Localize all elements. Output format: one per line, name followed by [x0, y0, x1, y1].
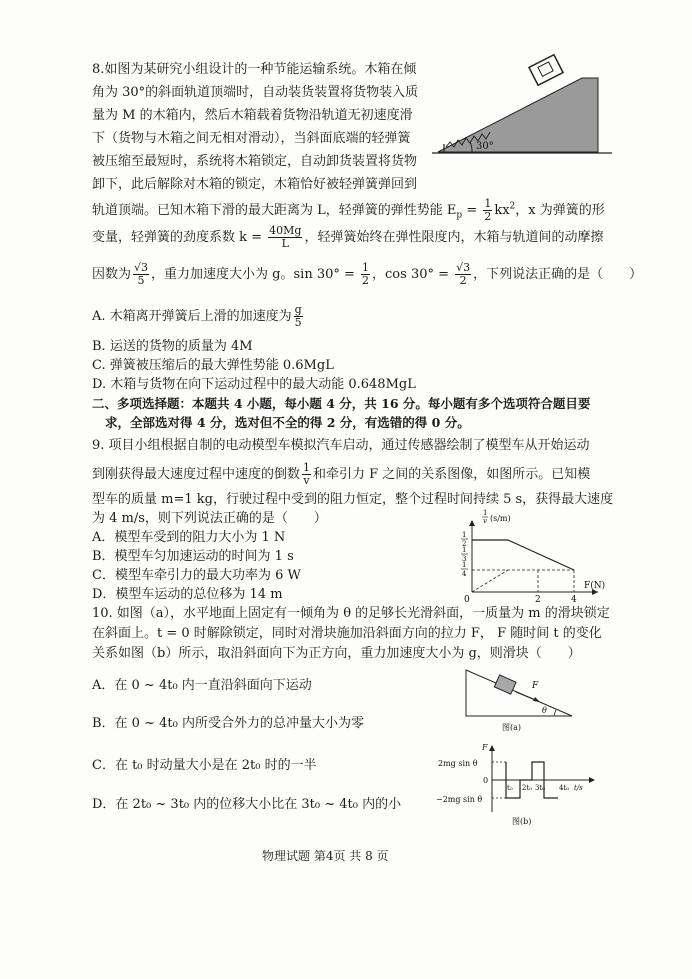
frac-cos [455, 262, 471, 287]
q8-line-8-a: 变量，轻弹簧的劲度系数 k = [92, 230, 267, 245]
figb-tick-3t0: 3t₀ [535, 784, 546, 792]
frac-mu-den: 5 [137, 274, 145, 287]
figb-neg-label: −2mg sin θ [436, 795, 483, 804]
q9-ytick-quarter-num: 1 [462, 561, 467, 569]
figb-ylabel: F [482, 743, 488, 752]
q8-line-1: 8.如图为某研究小组设计的一种节能运输系统。木箱在倾 [92, 62, 417, 77]
q8-line-7-b: = [462, 203, 482, 218]
frac-inv-v [302, 462, 311, 487]
figure-a-caption: 图(a) [502, 723, 522, 732]
frac-k [268, 225, 302, 250]
q9-line-3: 型车的质量 m=1 kg，行驶过程中受到的阻力恒定，整个过程时间持续 5 s，获得最大速度 [92, 492, 614, 507]
q8-line-8-b: ，轻弹簧始终在弹性限度内，木箱与轨道间的动摩擦 [304, 230, 604, 245]
q10-option-b: B．在 0 ~ 4t₀ 内所受合外力的总冲量大小为零 [92, 716, 364, 731]
frac-cos-num: √3 [456, 261, 471, 274]
frac-half [483, 198, 492, 223]
q8-line-6: 卸下，此后解除对木箱的锁定，木箱恰好被轻弹簧弹回到 [92, 177, 418, 192]
frac-half-num: 1 [484, 197, 492, 210]
q9-line-2-b: 和牵引力 F 之间的关系图像，如图所示。已知模 [313, 467, 591, 482]
q10-figure-b [436, 738, 604, 830]
q8-line-9-c: ，cos 30° = [372, 267, 454, 282]
frac-sin [361, 262, 370, 287]
incline-block [438, 78, 598, 152]
q8-line-9-d: ，下列说法正确的是（ ） [473, 267, 643, 282]
q8-line-9 [92, 262, 642, 287]
frac-a [294, 304, 303, 329]
figb-time-unit: t/s [574, 784, 583, 792]
figb-tick-4t0: 4t₀ [559, 784, 570, 792]
figb-pos-label: 2mg sin θ [438, 759, 478, 768]
q9-ylabel: (s/m) [490, 514, 511, 523]
kx-superscript: 2 [509, 201, 516, 212]
frac-sin-den: 2 [362, 274, 370, 287]
q9-data-line-slope [508, 540, 574, 570]
q9-ytick-quarter-den: 4 [462, 570, 467, 578]
frac-a-num: g [294, 303, 302, 316]
q8-option-a-text: A. 木箱离开弹簧后上滑的加速度为 [92, 309, 292, 324]
frac-half-den: 2 [484, 210, 492, 223]
q9-ylabel-num: 1 [483, 509, 488, 517]
q10-option-c: C．在 t₀ 时动量大小是在 2t₀ 时的一半 [92, 758, 317, 773]
q10-line-3: 关系如图（b）所示，取沿斜面向下为正方向，重力加速度大小为 g，则滑块（ ） [92, 646, 581, 661]
figure-b-caption: 图(b) [512, 817, 532, 826]
section2-header-line-1: 二、多项选择题：本题共 4 小题，每小题 4 分，共 16 分。每小题有多个选项符合题目要 [92, 396, 591, 411]
q8-option-c: C. 弹簧被压缩后的最大弹性势能 0.6MgL [92, 358, 334, 373]
q9-xtick-2: 2 [535, 595, 541, 605]
frac-inv-v-num: 1 [303, 461, 311, 474]
frac-inv-v-den: v [303, 474, 310, 487]
q9-ytick-half-num: 1 [462, 531, 467, 539]
q9-xlabel: F(N) [584, 581, 606, 591]
q8-line-8 [92, 225, 604, 250]
frac-sin-num: 1 [362, 261, 370, 274]
q10-figure-a [452, 664, 582, 736]
q8-line-7-d: ，x 为弹簧的形 [515, 203, 605, 218]
q10-line-1: 10. 如图（a），水平地面上固定有一倾角为 θ 的足够长光滑斜面，一质量为 m 的滑块锁定 [92, 606, 610, 621]
q9-line-4: 为 4 m/s，则下列说法正确的是（ ） [92, 511, 327, 526]
q9-option-c: C．模型车牵引力的最大功率为 6 W [92, 568, 301, 583]
q8-line-4: 下（货物与木箱之间无相对滑动），当斜面底端的轻弹簧 [92, 131, 411, 146]
frac-k-den: L [281, 237, 289, 250]
q8-line-7 [92, 198, 605, 224]
q10-option-a: A．在 0 ~ 4t₀ 内一直沿斜面向下运动 [92, 678, 312, 693]
q9-option-b: B．模型车匀加速运动的时间为 1 s [92, 549, 294, 564]
q8-option-d: D. 木箱与货物在向下运动过程中的最大动能 0.648MgL [92, 377, 416, 392]
figb-tick-2t0: 2t₀ [522, 784, 533, 792]
q8-line-9-b: ，重力加速度大小为 g。sin 30° = [151, 267, 360, 282]
q8-line-2: 角为 30°的斜面轨道顶端时，自动装货装置将货物装入质 [92, 85, 419, 100]
q8-line-3: 量为 M 的木箱内，然后木箱载着货物沿轨道无初速度滑 [92, 108, 413, 123]
page-footer: 物理试题 第4页 共 8 页 [262, 849, 389, 863]
q10-line-2: 在斜面上。t = 0 时解除锁定，同时对滑块施加沿斜面方向的拉力 F， F 随时间 t 的变化 [92, 626, 602, 641]
section2-header-line-2: 求，全部选对得 4 分，选对但不全的得 2 分，有选错的得 0 分。 [105, 415, 470, 430]
frac-mu [133, 262, 149, 287]
q9-line-2 [92, 462, 590, 487]
q9-ytick-half-den: 2 [462, 540, 467, 548]
q9-ytick-quarter [461, 561, 468, 578]
angle-label: 30° [476, 141, 494, 152]
frac-cos-den: 2 [459, 274, 467, 287]
figb-zero-label: 0 [483, 776, 489, 785]
force-label: F [532, 681, 539, 691]
q9-option-d: D．模型车运动的总位移为 14 m [92, 587, 283, 602]
q9-ytick-third-den: 3 [462, 555, 467, 563]
q8-line-9-a: 因数为 [92, 267, 132, 282]
q9-origin: 0 [464, 595, 470, 605]
q9-line-1: 9. 项目小组根据自制的电动模型车模拟汽车启动，通过传感器绘制了模型车从开始运动 [92, 438, 590, 453]
frac-a-den: 5 [294, 316, 302, 329]
q10-option-d: D．在 2t₀ ~ 3t₀ 内的位移大小比在 3t₀ ~ 4t₀ 内的小 [92, 797, 402, 812]
angle-theta: θ [542, 706, 547, 715]
q8-line-7-a: 轨道顶端。已知木箱下滑的最大距离为 L，轻弹簧的弹性势能 E [92, 203, 457, 218]
q8-option-a [92, 304, 305, 329]
figb-tick-t0: t₀ [507, 784, 513, 792]
q9-option-a: A．模型车受到的阻力大小为 1 N [92, 530, 286, 545]
ep-subscript: p [456, 210, 463, 221]
q9-line-2-a: 到刚获得最大速度过程中速度的倒数 [92, 467, 301, 482]
q8-option-b: B. 运送的货物的质量为 4M [92, 339, 253, 354]
q9-xtick-4: 4 [571, 595, 577, 605]
q9-ytick-third-num: 1 [462, 546, 467, 554]
q9-ylabel-den: v [483, 517, 487, 525]
q9-graph [448, 508, 608, 608]
q8-incline-figure [432, 50, 617, 162]
q8-line-7-c: kx [494, 203, 510, 218]
q8-line-5: 被压缩至最短时，系统将木箱锁定，自动卸货装置将货物 [92, 154, 418, 169]
frac-mu-num: √3 [134, 261, 149, 274]
frac-k-num: 40Mg [269, 224, 302, 237]
